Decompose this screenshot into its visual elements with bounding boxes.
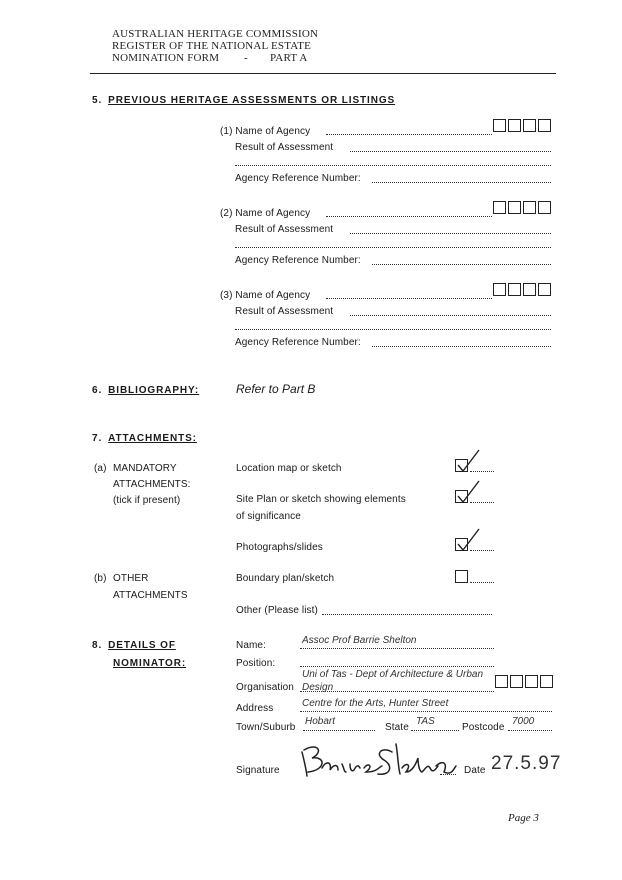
section-8-title-1: DETAILS OF (108, 640, 176, 651)
section-7-title: ATTACHMENTS: (108, 433, 197, 444)
date-label: Date (464, 765, 486, 776)
attachment-boundary-plan-checkbox[interactable] (455, 570, 468, 583)
section-5-number: 5. (92, 95, 103, 106)
other-please-list-label: Other (Please list) (236, 605, 318, 616)
attachment-site-plan-label-2: of significance (236, 511, 301, 522)
entry-3-ref-line[interactable] (372, 346, 551, 347)
entry-2-result-line-2[interactable] (235, 247, 551, 248)
header-line-1: AUSTRALIAN HERITAGE COMMISSION (112, 28, 319, 40)
entry-2-agency-text: Name of Agency (235, 208, 311, 219)
nominator-address-line (300, 711, 552, 712)
entry-2-agency-line[interactable] (326, 216, 492, 217)
nominator-suburb-label: Town/Suburb (236, 722, 296, 733)
nominator-position-line (300, 666, 494, 667)
attachment-photographs-label: Photographs/slides (236, 542, 323, 553)
attachment-boundary-plan-line (470, 582, 494, 583)
entry-3-ref-label: Agency Reference Number: (235, 337, 361, 348)
section-8-number: 8. (92, 640, 103, 651)
nominator-postcode-label: Postcode (462, 722, 505, 733)
entry-1-agency-label (220, 126, 310, 137)
entry-2-result-line[interactable] (350, 233, 551, 234)
entry-1-result-label: Result of Assessment (235, 142, 334, 153)
date-value[interactable]: 27.5.97 (491, 753, 562, 774)
nominator-state-value[interactable]: TAS (416, 716, 435, 727)
header-line-3-dash: - (244, 52, 248, 64)
section-5-heading (92, 95, 395, 106)
attachment-site-plan-label: Site Plan or sketch showing elements (236, 494, 406, 505)
mandatory-note: (tick if present) (113, 495, 181, 506)
entry-1-ref-line[interactable] (372, 182, 551, 183)
signature-line (440, 774, 456, 775)
nominator-address-label: Address (236, 703, 274, 714)
entry-2-ref-label: Agency Reference Number: (235, 255, 361, 266)
other-title-2: ATTACHMENTS (113, 590, 188, 601)
entry-1-result-line[interactable] (350, 151, 551, 152)
nominator-org-value-1[interactable]: Uni of Tas - Dept of Architecture & Urban (302, 669, 484, 680)
nominator-org-value-2[interactable]: Design (302, 682, 334, 693)
attachment-site-plan-line (470, 502, 494, 503)
header-line-2: REGISTER OF THE NATIONAL ESTATE (112, 40, 312, 52)
attachment-site-plan-checkbox[interactable] (455, 490, 468, 503)
nominator-position-label: Position: (236, 658, 276, 669)
entry-1-code-boxes[interactable] (493, 119, 551, 132)
entry-1-number: (1) (220, 126, 233, 137)
entry-3-result-line-2[interactable] (235, 329, 551, 330)
nominator-suburb-line (303, 730, 375, 731)
entry-2-result-label: Result of Assessment (235, 224, 334, 235)
nominator-address-value[interactable]: Centre for the Arts, Hunter Street (302, 698, 449, 709)
entry-3-number: (3) (220, 290, 233, 301)
entry-1-agency-line[interactable] (326, 134, 492, 135)
nominator-name-line (300, 648, 494, 649)
mandatory-title-2: ATTACHMENTS: (113, 479, 191, 490)
entry-3-agency-text: Name of Agency (235, 290, 311, 301)
signature-label: Signature (236, 765, 280, 776)
handwritten-signature (292, 738, 460, 782)
entry-3-agency-label (220, 290, 310, 301)
section-8-heading (92, 640, 176, 651)
nominator-org-code-boxes[interactable] (495, 675, 553, 688)
attachment-location-map-label: Location map or sketch (236, 463, 342, 474)
nominator-suburb-value[interactable]: Hobart (305, 716, 336, 727)
section-6-heading (92, 385, 199, 396)
attachment-boundary-plan-label: Boundary plan/sketch (236, 573, 335, 584)
entry-1-agency-text: Name of Agency (235, 126, 311, 137)
entry-3-code-boxes[interactable] (493, 283, 551, 296)
section-7-number: 7. (92, 433, 103, 444)
nominator-name-value[interactable]: Assoc Prof Barrie Shelton (302, 635, 417, 646)
entry-2-code-boxes[interactable] (493, 201, 551, 214)
attachment-photographs-checkbox[interactable] (455, 538, 468, 551)
entry-1-ref-label: Agency Reference Number: (235, 173, 361, 184)
entry-3-agency-line[interactable] (326, 298, 492, 299)
entry-1-result-line-2[interactable] (235, 165, 551, 166)
header-line-3-right: PART A (270, 52, 308, 64)
other-label-letter: (b) (94, 573, 107, 584)
entry-3-result-line[interactable] (350, 315, 551, 316)
mandatory-title-1: MANDATORY (113, 463, 177, 474)
nominator-name-label: Name: (236, 640, 266, 651)
page-number: Page 3 (508, 812, 539, 824)
section-6-number: 6. (92, 385, 103, 396)
header-rule (90, 73, 556, 74)
section-5-title: PREVIOUS HERITAGE ASSESSMENTS OR LISTINGS (108, 95, 396, 106)
section-7-heading (92, 433, 197, 444)
nominator-postcode-line (508, 730, 552, 731)
entry-2-number: (2) (220, 208, 233, 219)
mandatory-label-letter: (a) (94, 463, 107, 474)
other-title-1: OTHER (113, 573, 149, 584)
attachment-photographs-line (470, 550, 494, 551)
nominator-state-label: State (385, 722, 409, 733)
entry-2-agency-label (220, 208, 310, 219)
attachment-location-map-line (470, 471, 494, 472)
nominator-state-line (411, 730, 459, 731)
entry-3-result-label: Result of Assessment (235, 306, 334, 317)
bibliography-value: Refer to Part B (236, 382, 316, 396)
section-6-title: BIBLIOGRAPHY: (108, 385, 200, 396)
header-line-3-left: NOMINATION FORM (112, 52, 220, 64)
section-8-title-2: NOMINATOR: (113, 658, 187, 669)
nominator-postcode-value[interactable]: 7000 (512, 716, 535, 727)
entry-2-ref-line[interactable] (372, 264, 551, 265)
nominator-org-line (300, 691, 494, 692)
nominator-org-label: Organisation (236, 682, 294, 693)
section-8-title-2-wrap (113, 658, 186, 669)
attachment-location-map-checkbox[interactable] (455, 459, 468, 472)
other-please-list-line[interactable] (322, 614, 492, 615)
